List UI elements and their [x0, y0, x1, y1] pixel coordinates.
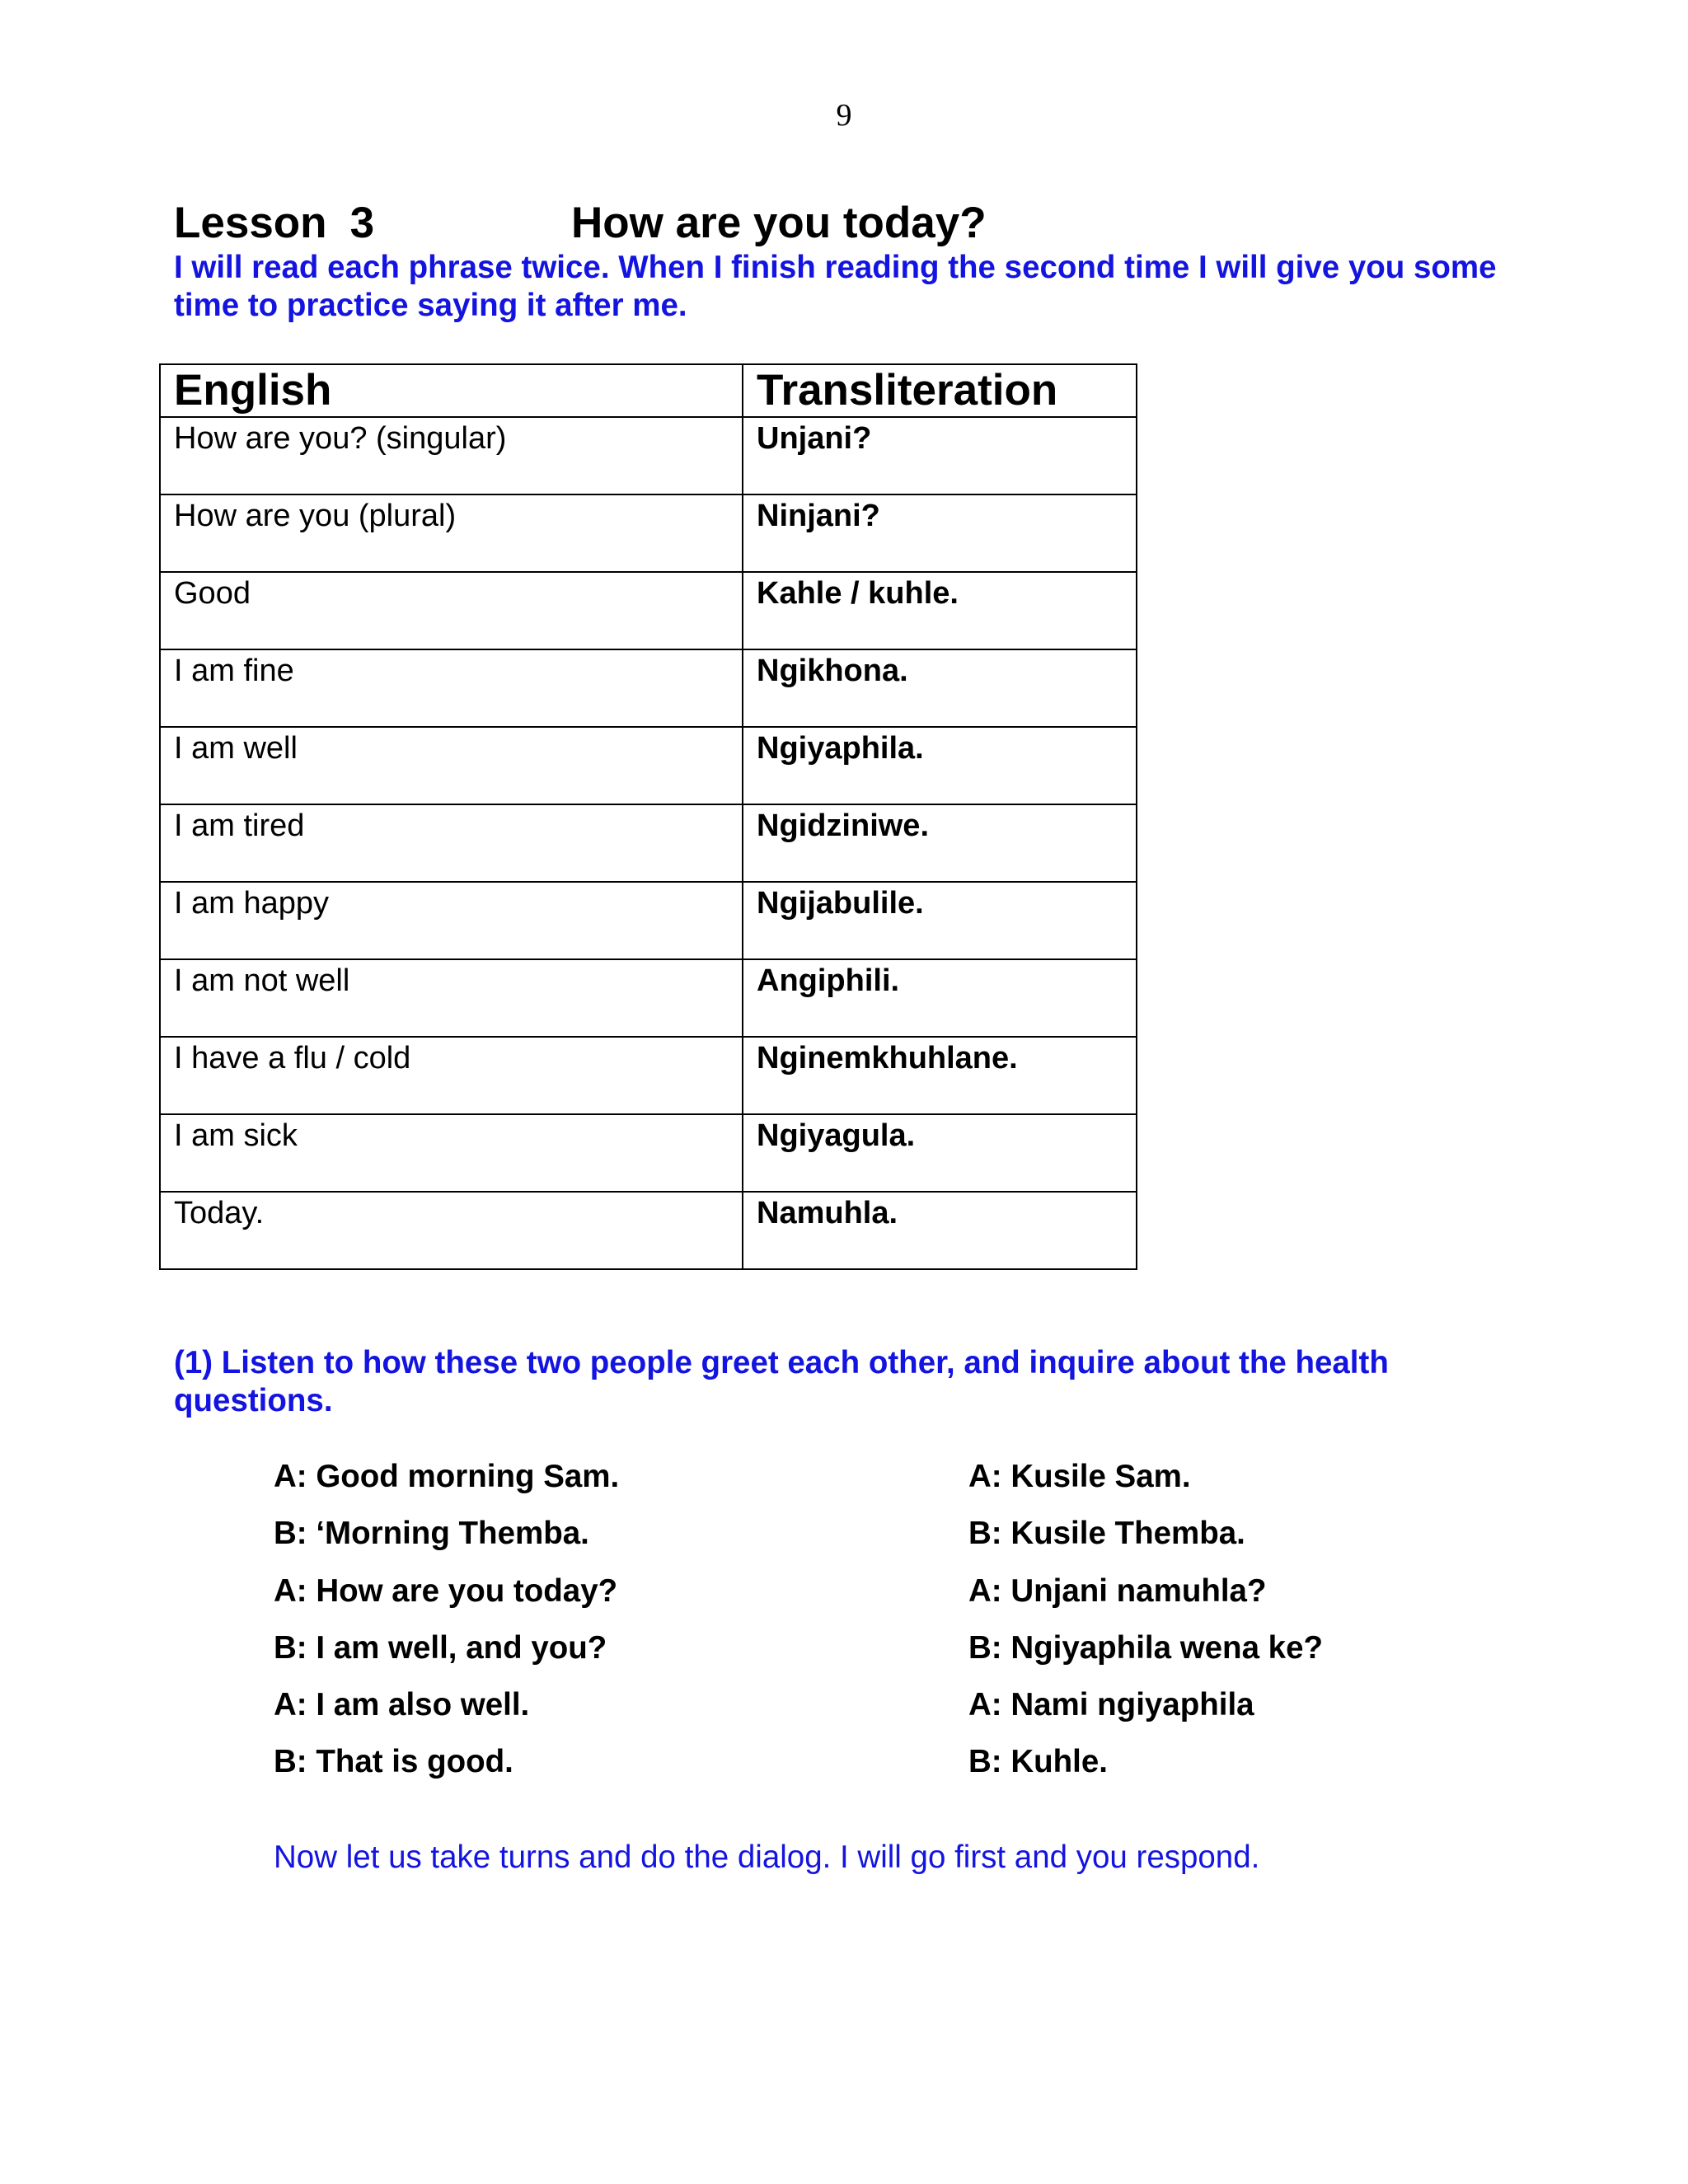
- transliteration-cell: Ngiyaphila.: [743, 727, 1137, 804]
- table-row: [160, 494, 1137, 572]
- lesson-number: 3: [349, 199, 375, 247]
- transliteration-cell: Ninjani?: [743, 494, 1137, 572]
- dialog-line: B: I am well, and you?: [274, 1629, 607, 1666]
- english-cell: I am fine: [160, 649, 743, 727]
- english-cell: I am happy: [160, 882, 743, 959]
- dialog-line: A: Unjani namuhla?: [968, 1572, 1267, 1609]
- table-row: [160, 1192, 1137, 1269]
- lesson-heading: [174, 198, 987, 248]
- lesson-title: How are you today?: [571, 199, 987, 247]
- english-cell: Good: [160, 572, 743, 649]
- table-row: [160, 649, 1137, 727]
- closing-instruction: Now let us take turns and do the dialog. I will go first and you respond.: [274, 1840, 1260, 1875]
- transliteration-cell: Ngikhona.: [743, 649, 1137, 727]
- english-cell: I am tired: [160, 804, 743, 882]
- dialog-line: A: Nami ngiyaphila: [968, 1687, 1254, 1723]
- table-header-row: [160, 364, 1137, 417]
- dialog-line: B: Kuhle.: [968, 1744, 1108, 1780]
- transliteration-cell: Angiphili.: [743, 959, 1137, 1037]
- vocabulary-table: [159, 363, 1137, 1270]
- table-row: [160, 1037, 1137, 1114]
- table-row: [160, 1114, 1137, 1192]
- dialog-line: B: Kusile Themba.: [968, 1516, 1245, 1552]
- dialog-line: B: That is good.: [274, 1744, 513, 1780]
- transliteration-cell: Ngidziniwe.: [743, 804, 1137, 882]
- table-row: [160, 727, 1137, 804]
- transliteration-cell: Ngiyagula.: [743, 1114, 1137, 1192]
- exercise-prompt: (1) Listen to how these two people greet each other, and inquire about the health questions.: [174, 1345, 1389, 1418]
- dialog-line: A: How are you today?: [274, 1572, 618, 1609]
- table-row: [160, 572, 1137, 649]
- english-cell: I am sick: [160, 1114, 743, 1192]
- english-cell: I am well: [160, 727, 743, 804]
- lesson-label: Lesson: [174, 199, 327, 247]
- transliteration-cell: Kahle / kuhle.: [743, 572, 1137, 649]
- english-cell: I am not well: [160, 959, 743, 1037]
- table-row: [160, 804, 1137, 882]
- dialog-line: B: ‘Morning Themba.: [274, 1516, 589, 1552]
- instruction-text: I will read each phrase twice. When I finish reading the second time I will give you some time to practice saying it after me.: [174, 250, 1497, 323]
- dialog-line: A: Kusile Sam.: [968, 1459, 1191, 1494]
- transliteration-cell: Unjani?: [743, 417, 1137, 494]
- transliteration-cell: Ngijabulile.: [743, 882, 1137, 959]
- english-cell: Today.: [160, 1192, 743, 1269]
- table-row: [160, 417, 1137, 494]
- table-row: [160, 882, 1137, 959]
- table-row: [160, 959, 1137, 1037]
- dialog-english: [274, 1458, 619, 1801]
- page-number: 9: [836, 98, 852, 133]
- transliteration-cell: Namuhla.: [743, 1192, 1137, 1269]
- english-cell: I have a flu / cold: [160, 1037, 743, 1114]
- english-cell: How are you? (singular): [160, 417, 743, 494]
- dialog-translation: [968, 1458, 1323, 1801]
- header-transliteration: Transliteration: [743, 364, 1137, 417]
- transliteration-cell: Nginemkhuhlane.: [743, 1037, 1137, 1114]
- dialog-line: A: Good morning Sam.: [274, 1459, 620, 1494]
- dialog-line: A: I am also well.: [274, 1687, 530, 1723]
- header-english: English: [160, 364, 743, 417]
- english-cell: How are you (plural): [160, 494, 743, 572]
- dialog-line: B: Ngiyaphila wena ke?: [968, 1629, 1324, 1666]
